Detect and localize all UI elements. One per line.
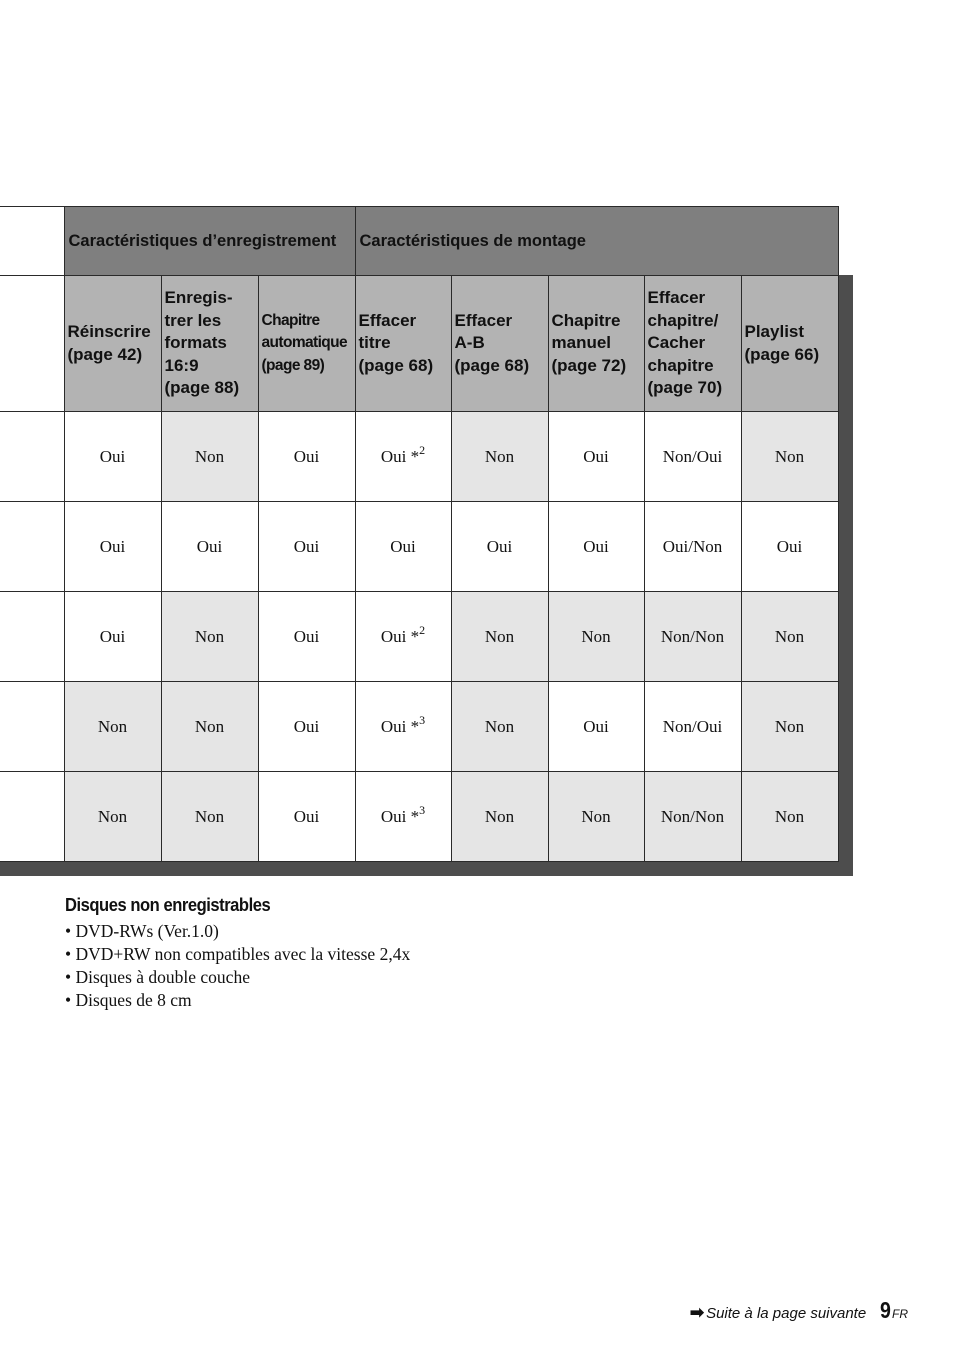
table-cell xyxy=(355,502,451,592)
table-cell xyxy=(548,502,644,592)
table-cell xyxy=(161,772,258,862)
group-header-row xyxy=(0,207,838,276)
table-cell xyxy=(451,682,548,772)
column-header: Réinscrire (page 42) xyxy=(64,276,161,412)
cell-value: Non xyxy=(581,806,611,826)
column-header: Effacer titre (page 68) xyxy=(355,276,451,412)
table-cell xyxy=(64,412,161,502)
cell-value: Oui xyxy=(196,536,223,556)
cell-value: Oui xyxy=(293,806,320,826)
cell-value: Non/Non xyxy=(660,806,725,826)
table-cell xyxy=(161,412,258,502)
footnote-marker: 3 xyxy=(419,802,426,817)
table-cell xyxy=(64,592,161,682)
cell-value: Oui xyxy=(99,536,126,556)
table-cell xyxy=(548,772,644,862)
cell-value: Oui xyxy=(293,446,320,466)
cell-value: Non xyxy=(97,806,128,826)
cell-value: Oui * xyxy=(380,626,420,646)
cell-value: Oui xyxy=(99,446,126,466)
cell-value: Non/Non xyxy=(660,626,725,646)
table-cell xyxy=(355,682,451,772)
row-stub xyxy=(0,276,64,412)
table-cell xyxy=(64,502,161,592)
table-cell xyxy=(451,502,548,592)
row-stub xyxy=(0,502,64,592)
table-cell xyxy=(258,412,355,502)
cell-value: Oui * xyxy=(380,716,420,736)
table-cell xyxy=(258,502,355,592)
row-stub xyxy=(0,412,64,502)
table-cell xyxy=(644,682,741,772)
footnote-marker: 2 xyxy=(419,622,426,637)
column-header-row xyxy=(0,276,838,412)
table-cell xyxy=(548,682,644,772)
table-cell xyxy=(355,412,451,502)
list-item: • DVD-RWs (Ver.1.0) xyxy=(65,921,219,941)
cell-value: Oui xyxy=(99,626,126,646)
table-cell xyxy=(548,592,644,682)
notes-list xyxy=(65,920,410,1012)
row-stub xyxy=(0,592,64,682)
table-cell xyxy=(451,592,548,682)
table-cell xyxy=(644,502,741,592)
row-stub xyxy=(0,682,64,772)
table-cell xyxy=(161,592,258,682)
list-item: • DVD+RW non compatibles avec la vitesse 2,4x xyxy=(65,944,411,964)
list-item: • Disques à double couche xyxy=(65,967,250,987)
cell-value: Oui xyxy=(390,536,416,556)
features-table xyxy=(0,206,839,862)
table-row xyxy=(0,592,838,682)
list-item: • Disques de 8 cm xyxy=(65,990,192,1010)
cell-value: Oui xyxy=(776,536,803,556)
column-header: Effacer chapitre/ Cacher chapitre (page 70) xyxy=(644,276,741,412)
cell-value: Non/Oui xyxy=(662,716,723,736)
cell-value: Non xyxy=(581,626,611,646)
cell-value: Non xyxy=(194,626,225,646)
cell-value: Oui xyxy=(293,716,320,736)
column-header: Playlist (page 66) xyxy=(741,276,838,412)
table-cell xyxy=(741,592,838,682)
cell-value: Non/Oui xyxy=(662,446,723,466)
table-row xyxy=(0,412,838,502)
table-cell xyxy=(258,772,355,862)
cell-value: Oui * xyxy=(380,806,420,826)
page-footer xyxy=(690,1297,908,1324)
group-header-montage: Caractéristiques de montage xyxy=(355,207,838,276)
footnote-marker: 3 xyxy=(419,712,426,727)
table-cell xyxy=(258,682,355,772)
cell-value: Oui xyxy=(486,536,513,556)
cell-value: Non xyxy=(484,446,515,466)
table-cell xyxy=(355,592,451,682)
cell-value: Oui/Non xyxy=(662,536,723,556)
table-cell xyxy=(451,772,548,862)
cell-value: Non xyxy=(194,446,225,466)
cell-value: Non xyxy=(484,716,515,736)
page-number: 9 xyxy=(880,1297,892,1323)
table-cell xyxy=(644,772,741,862)
cell-value: Non xyxy=(194,716,225,736)
cell-value: Non xyxy=(774,806,805,826)
table-cell xyxy=(644,592,741,682)
table-cell xyxy=(258,592,355,682)
table-cell xyxy=(644,412,741,502)
table-cell xyxy=(741,412,838,502)
table-cell xyxy=(548,412,644,502)
table-cell xyxy=(355,772,451,862)
column-header: Chapitre automatique (page 89) xyxy=(258,276,355,412)
continued-label: Suite à la page suivante xyxy=(706,1305,867,1322)
table-row xyxy=(0,502,838,592)
column-header: Chapitre manuel (page 72) xyxy=(548,276,644,412)
table-cell xyxy=(741,502,838,592)
table-cell xyxy=(741,772,838,862)
notes-section xyxy=(65,895,410,1012)
cell-value: Non xyxy=(484,626,515,646)
table-cell xyxy=(161,502,258,592)
footnote-marker: 2 xyxy=(419,442,426,457)
table-cell xyxy=(161,682,258,772)
cell-value: Non xyxy=(774,446,805,466)
arrow-right-icon: ➡ xyxy=(689,1303,705,1322)
cell-value: Non xyxy=(484,806,515,826)
cell-value: Oui xyxy=(583,536,609,556)
column-header: Effacer A-B (page 68) xyxy=(451,276,548,412)
table-cell xyxy=(64,682,161,772)
cell-value: Oui xyxy=(583,716,609,736)
table-row xyxy=(0,682,838,772)
cell-value: Oui xyxy=(293,626,320,646)
notes-title: Disques non enregistrables xyxy=(65,895,271,915)
table-cell xyxy=(741,682,838,772)
cell-value: Non xyxy=(774,626,805,646)
page-suffix: FR xyxy=(892,1307,908,1321)
cell-value: Non xyxy=(97,716,128,736)
column-header: Enregis- trer les formats 16:9 (page 88) xyxy=(161,276,258,412)
cell-value: Oui * xyxy=(380,446,420,466)
cell-value: Oui xyxy=(293,536,320,556)
cell-value: Non xyxy=(194,806,225,826)
table-row xyxy=(0,772,838,862)
table-cell xyxy=(64,772,161,862)
group-header-enregistrement: Caractéristiques d’enregistrement xyxy=(64,207,355,276)
row-stub xyxy=(0,772,64,862)
cell-value: Non xyxy=(774,716,805,736)
row-stub xyxy=(0,207,64,276)
cell-value: Oui xyxy=(583,446,609,466)
table-cell xyxy=(451,412,548,502)
